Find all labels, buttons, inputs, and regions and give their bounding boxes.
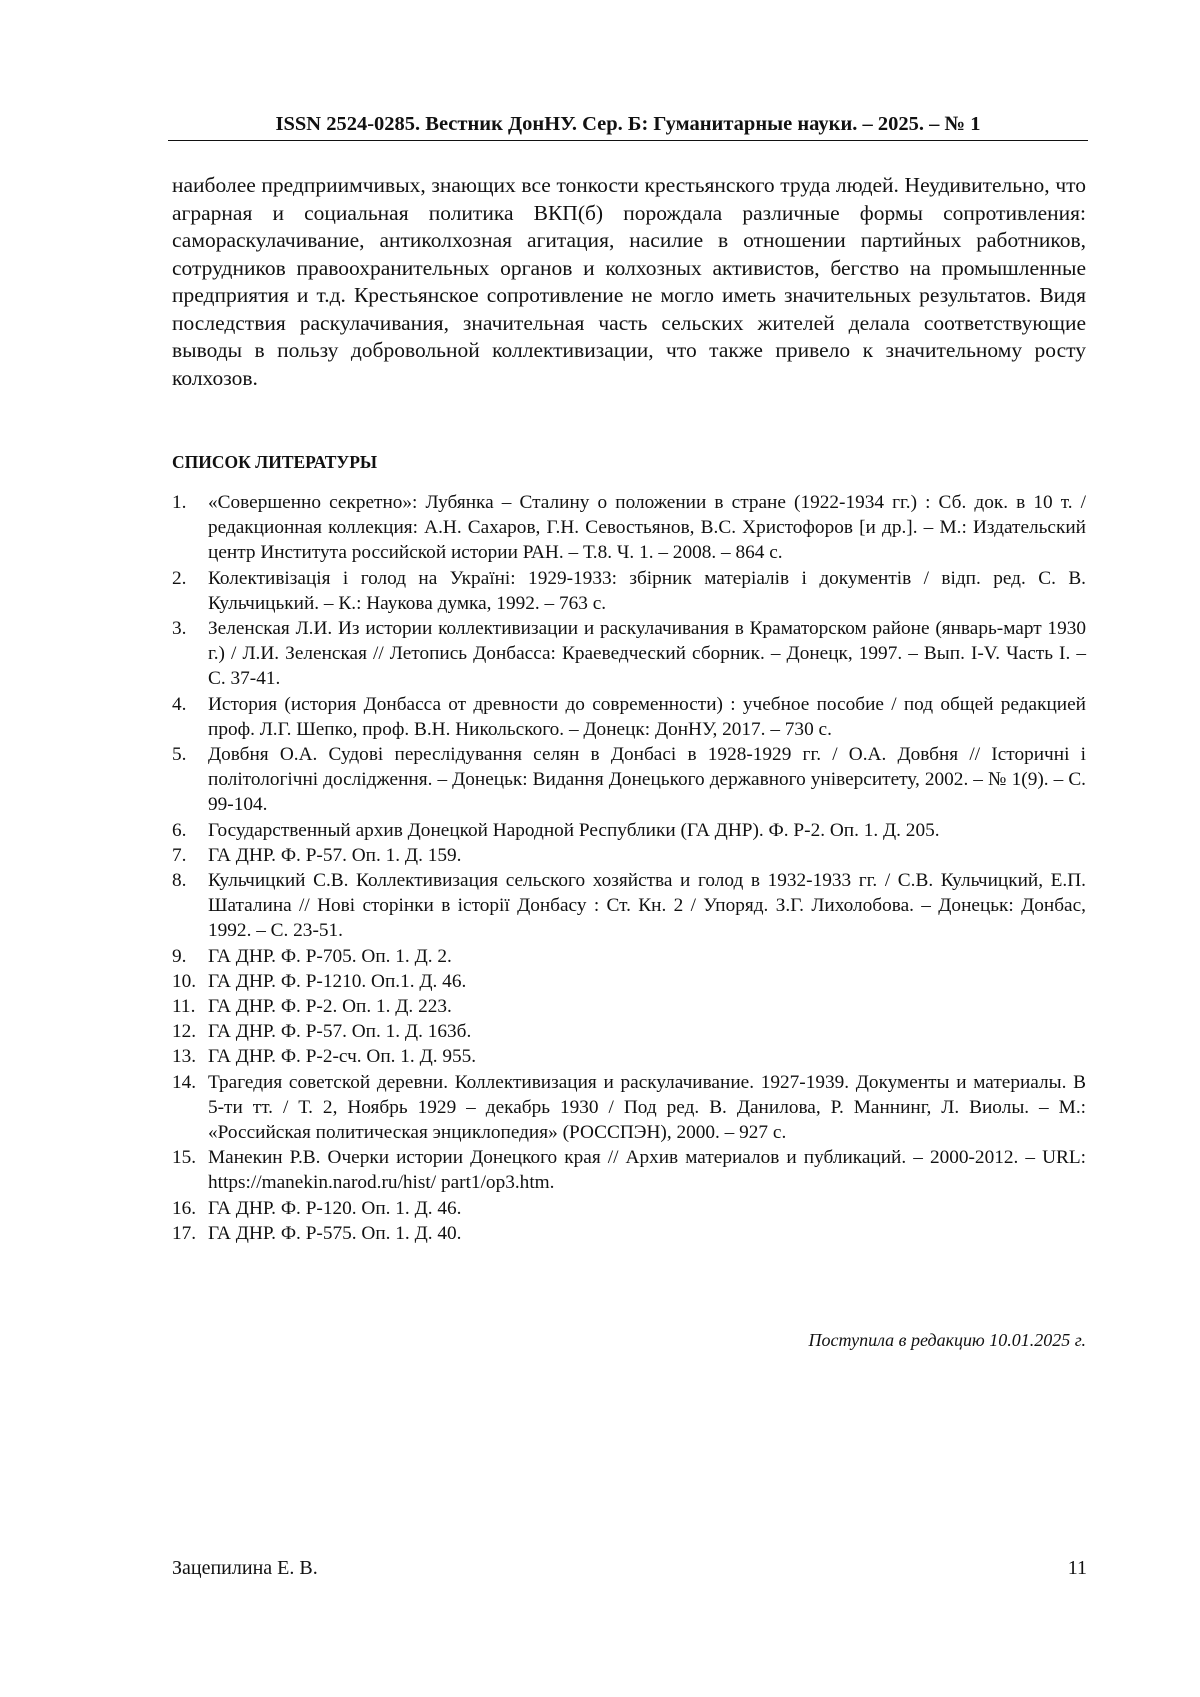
reference-item <box>172 616 1086 692</box>
reference-text: Манекин Р.В. Очерки истории Донецкого края // Архив материалов и публикаций. – 2000-2012. – URL: https://manekin.narod.ru/hist/ part1/op3.htm. <box>208 1147 1086 1194</box>
reference-text: Довбня О.А. Судові переслідування селян в Донбасі в 1928-1929 гг. / О.А. Довбня // Історичні і політологічні дослідження. – Донецьк: Видання Донецького державного університету, 2002. – № 1(9). – С. 99-104. <box>208 744 1086 816</box>
reference-item <box>172 969 1086 994</box>
reference-number: 11. <box>172 996 196 1018</box>
reference-number: 1. <box>172 492 187 513</box>
reference-text: Кульчицкий С.В. Коллективизация сельского хозяйства и голод в 1932-1933 гг. / С.В. Кульчицкий, Е.П. Шаталина // Нові сторінки в історії Донбасу : Ст. Кн. 2 / Упоряд. З.Г. Лихолобова. – Донецьк: Донбас, 1992. – С. 23-51. <box>208 870 1086 942</box>
references-heading: СПИСОК ЛИТЕРАТУРЫ <box>172 452 378 472</box>
reference-text: «Совершенно секретно»: Лубянка – Сталину о положении в стране (1922-1934 гг.) : Сб. док. в 10 т. / редакционная коллекция: А.Н. Сахаров, Г.Н. Севостьянов, В.С. Христофоров [и др.]. – М.: Издательский центр Института российской истории РАН. – Т.8. Ч. 1. – 2008. – 864 с. <box>208 492 1086 564</box>
received-date: Поступила в редакцию 10.01.2025 г. <box>808 1330 1086 1350</box>
reference-text: ГА ДНР. Ф. Р-705. Оп. 1. Д. 2. <box>208 945 452 967</box>
reference-text: Зеленская Л.И. Из истории коллективизации и раскулачивания в Краматорском районе (январь-март 1930 г.) / Л.И. Зеленская // Летопись Донбасса: Краеведческий сборник. – Донецк, 1997. – Вып. I-V. Часть I. – С. 37-41. <box>208 618 1086 690</box>
page-number: 11 <box>1067 1557 1087 1579</box>
reference-number: 7. <box>172 844 187 866</box>
reference-item <box>172 1019 1086 1044</box>
reference-number: 13. <box>172 1046 197 1068</box>
reference-item <box>172 818 1086 843</box>
reference-number: 6. <box>172 819 187 841</box>
reference-number: 16. <box>172 1197 197 1219</box>
footer-author: Зацепилина Е. В. <box>172 1557 318 1579</box>
reference-number: 12. <box>172 1021 197 1043</box>
reference-item <box>172 490 1086 566</box>
reference-item <box>172 692 1086 742</box>
reference-number: 10. <box>172 970 197 992</box>
reference-text: ГА ДНР. Ф. Р-1210. Оп.1. Д. 46. <box>208 970 467 992</box>
reference-text: Государственный архив Донецкой Народной Республики (ГА ДНР). Ф. Р-2. Оп. 1. Д. 205. <box>208 819 940 841</box>
reference-text: ГА ДНР. Ф. Р-2. Оп. 1. Д. 223. <box>208 996 452 1018</box>
reference-item <box>172 994 1086 1019</box>
reference-item <box>172 1221 1086 1246</box>
references-list <box>172 490 1086 1246</box>
reference-item <box>172 1196 1086 1221</box>
reference-text: Колективізація і голод на Україні: 1929-1933: збірник матеріалів і документів / відп. ред. С. В. Кульчицький. – К.: Наукова думка, 1992. – 763 с. <box>208 567 1086 614</box>
reference-item <box>172 843 1086 868</box>
reference-number: 2. <box>172 567 187 589</box>
reference-text: История (история Донбасса от древности до современности) : учебное пособие / под общей редакцией проф. Л.Г. Шепко, проф. В.Н. Никольского. – Донецк: ДонНУ, 2017. – 730 с. <box>208 693 1086 740</box>
reference-item <box>172 1145 1086 1195</box>
reference-item <box>172 566 1086 616</box>
reference-number: 15. <box>172 1147 197 1169</box>
reference-text: ГА ДНР. Ф. Р-120. Оп. 1. Д. 46. <box>208 1197 462 1219</box>
reference-number: 4. <box>172 693 187 715</box>
reference-item <box>172 944 1086 969</box>
body-paragraph: наиболее предприимчивых, знающих все тонкости крестьянского труда людей. Неудивительно, что аграрная и социальная политика ВКП(б) порождала различные формы сопротивления: самораскулачивание, антиколхозная агитация, насилие в отношении партийных работников, сотрудников правоохранительных органов и колхозных активистов, бегство на промышленные предприятия и т.д. Крестьянское сопротивление не могло иметь значительных результатов. Видя последствия раскулачивания, значительная часть сельских жителей делала соответствующие выводы в пользу добровольной коллективизации, что также привело к значительному росту колхозов. <box>172 173 1086 390</box>
reference-item <box>172 868 1086 944</box>
reference-number: 8. <box>172 870 187 892</box>
reference-text: ГА ДНР. Ф. Р-57. Оп. 1. Д. 163б. <box>208 1021 472 1043</box>
reference-number: 9. <box>172 945 187 967</box>
reference-number: 17. <box>172 1222 197 1244</box>
reference-number: 3. <box>172 618 187 640</box>
reference-number: 5. <box>172 744 187 766</box>
header-rule <box>168 140 1088 141</box>
reference-item <box>172 1044 1086 1069</box>
reference-text: ГА ДНР. Ф. Р-57. Оп. 1. Д. 159. <box>208 844 462 866</box>
reference-text: ГА ДНР. Ф. Р-2-сч. Оп. 1. Д. 955. <box>208 1046 477 1068</box>
reference-text: Трагедия советской деревни. Коллективизация и раскулачивание. 1927-1939. Документы и материалы. В 5-ти тт. / Т. 2, Ноябрь 1929 – декабрь 1930 / Под ред. В. Данилова, Р. Маннинг, Л. Виолы. – М.: «Российская политическая энциклопедия» (РОССПЭН), 2000. – 927 с. <box>208 1071 1086 1144</box>
reference-text: ГА ДНР. Ф. Р-575. Оп. 1. Д. 40. <box>208 1222 462 1244</box>
running-header: ISSN 2524-0285. Вестник ДонНУ. Сер. Б: Гуманитарные науки. – 2025. – № 1 <box>275 113 981 135</box>
reference-number: 14. <box>172 1071 197 1093</box>
reference-item <box>172 742 1086 818</box>
reference-item <box>172 1070 1086 1146</box>
